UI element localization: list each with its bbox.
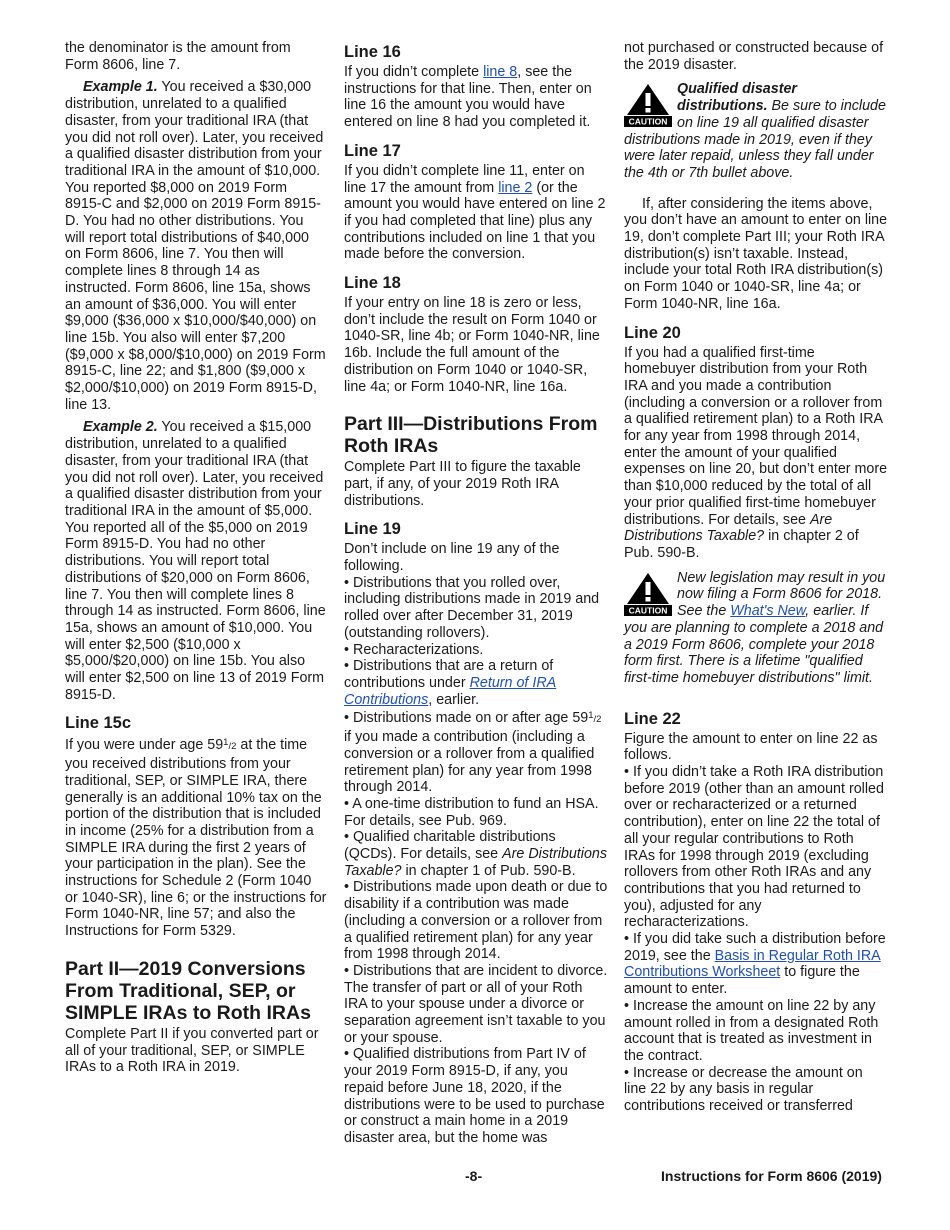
bullet-icon: • [344,829,350,846]
paragraph-line-20: If you had a qualified first-time homebuyer distribution from your Roth IRA and you made a contribution (including a conversion or a rollover from a qualified retirement plan) to a Roth IRA for any year from 1998 through 2014, enter the amount of your qualified expenses on line 20, but don’t enter more than $10,000 reduced by the total of all your prior qualified first-time homebuyer distributions. For details, see Are Distributions Taxable? in chapter 2 of Pub. 590-B. [624,344,888,561]
example-2-text: You received a $15,000 distribution, unrelated to a qualified disaster, from your traditional IRA (that you did not roll over). Later, you received a qualified disaster distribution from your traditional IRA in the amount of $5,000. You reported all of the $5,000 on 2019 Form 8915-D. You had no other distributions. You will report total distributions of $20,000 on Form 8606, line 7. You then will complete lines 8 through 14 as instructed. Form 8606, line 15a, shows an amount of $10,000. You will enter $2,500 ($10,000 x $5,000/$20,000) on line 15b. You also will enter $2,500 on line 13 of 2019 Form 8915-D. [65,419,326,703]
example-1-text: You received a $30,000 distribution, unrelated to a qualified disaster, from your traditional IRA (that you did not roll over). Later, you received a qualified disaster distribution from your traditional IRA in the amount of $10,000. You reported $8,000 on 2019 Form 8915-C and $2,000 on 2019 Form 8915-D. You had no other distributions. You will report total distributions of $40,000 on Form 8606, line 7. You then will complete lines 8 through 14 as instructed. Form 8606, line 15a, shows an amount of $36,000. You will enter $9,000 ($36,000 x $10,000/$40,000) on line 15b. You also will enter $7,200 ($9,000 x $8,000/$10,000) on 2019 Form 8915-C, line 22; and $1,800 ($9,000 x $2,000/$10,000) on 2019 Form 8915-D, line 13. [65,79,326,413]
example-2 [65,419,327,703]
heading-line-18: Line 18 [344,274,401,293]
heading-line-16: Line 16 [344,43,401,61]
caution-icon [624,83,672,127]
bullet-icon: • [344,710,350,727]
page-number: -8- [465,1168,483,1184]
bullet-icon: • [344,879,350,896]
caution-title: Qualified disaster distributions. [677,81,797,115]
link-line-8[interactable]: line 8 [483,64,518,80]
list-item: • Distributions made on or after age $59^1/2$ if you made a contribution (including a conversion or a rollover from a qualified retirement plan) for any year from 1998 through 2014. [344,710,602,796]
link-whats-new[interactable]: What's New [730,603,806,620]
paragraph-line-15c: If you were under age $59^1/2$ at the time you received distributions from your traditional, SEP, or SIMPLE IRA, there generally is an additional 10% tax on the portion of the distribution that is included in income (25% for a distribution from a SIMPLE IRA during the first 2 years of your participation in the plan). See the instructions for Schedule 2 (Form 1040 or 1040-SR), line 6; or the instructions for Form 1040-NR, line 57; and also the Instructions for Form 5329. [65,737,327,940]
bullet-icon: • [624,931,630,948]
caution-note-new-legislation: CAUTION New legislation may result in you now filing a Form 8606 for 2018. See the What's New, earlier. If you are planning to complete a 2018 and a 2019 Form 8606, complete your 2018 form first. There is a lifetime "qualified first-time homebuyer distributions" limit. [624,569,886,686]
paragraph-part-3: Complete Part III to figure the taxable part, if any, of your 2019 Roth IRA distributions. [344,459,581,509]
list-item: • Distributions that are incident to divorce. The transfer of part or all of your Roth IRA to your spouse under a divorce or separation agreement isn’t taxable to you or your spouse. [344,962,608,1046]
caution-icon [624,572,672,616]
example-1 [65,79,327,413]
list-item: • Qualified charitable distributions (QCDs). For details, see Are Distributions Taxable? in chapter 1 of Pub. 590-B. [344,829,607,879]
heading-line-15c: Line 15c [65,714,132,733]
bullet-icon: • [344,641,350,658]
list-item: • Distributions that you rolled over, including distributions made in 2019 and rolled over after December 31, 2019 (outstanding rollovers). [344,574,600,641]
heading-line-17: Line 17 [344,141,401,160]
paragraph-line-19: Don’t include on line 19 any of the following. [344,541,560,575]
list-item: • Distributions made upon death or due to disability if a contribution was made (including a conversion or a rollover from a qualified retirement plan) for any year from 1998 through 2014. [344,879,608,963]
list-item: • Increase the amount on line 22 by any amount rolled in from a designated Roth account that is treated as investment in the contract. [624,997,879,1064]
footer-title: Instructions for Form 8606 (2019) [661,1168,882,1184]
list-item: • Increase or decrease the amount on line 22 by any basis in regular contributions received or transferred [624,1064,863,1115]
heading-line-20: Line 20 [624,323,681,342]
heading-part-2: Part II—2019 Conversions From Traditional, SEP, or SIMPLE IRAs to Roth IRAs [65,957,311,1024]
caution-label: CAUTION [628,605,668,616]
link-basis-worksheet[interactable]: Basis in Regular Roth IRA Contributions Worksheet [624,947,881,981]
heading-part-3: Part III—Distributions From Roth IRAs [344,413,598,458]
caution-note-qualified-disaster: CAUTION Qualified disaster distributions. Be sure to include on line 19 all qualified disaster distributions made in 2019, even if they were later repaid, unless they fall under the 4th or 7th bullet above. [624,81,886,181]
column-1 [65,40,327,1076]
bullet-icon: • [624,1064,630,1081]
link-return-of-ira-contributions[interactable]: Return of IRA Contributions [344,674,557,708]
paragraph-if-after: If, after considering the items above, you don’t have an amount to enter on line 19, don’t complete Part III; your Roth IRA distribution(s) isn’t taxable. Instead, include your total Roth IRA distribution(s) on Form 1040 or 1040-SR, line 4a; or Form 1040-NR, line 16a. [624,195,888,312]
list-item: • Distributions that are a return of contributions under Return of IRA Contributions, earlier. [344,658,557,708]
bullet-icon: • [344,574,350,591]
heading-line-22: Line 22 [624,709,681,728]
paragraph-line-18: If your entry on line 18 is zero or less, don’t include the result on Form 1040 or 1040-SR, line 4b; or Form 1040-NR, line 16b. Include the full amount of the distribution on Form 1040 or 1040-SR, line 4a; or Form 1040-NR, line 16a. [344,295,600,395]
column-2 [344,40,608,1147]
example-2-label: Example 2. [83,419,158,436]
paragraph-line-17: If you didn’t complete line 11, enter on line 17 the amount from line 2 (or the amount you would have entered on line 2 if you had completed that line) plus any contributions included on line 1 that you made before the conversion. [344,162,606,263]
paragraph-part-2: Complete Part II if you converted part or all of your traditional, SEP, or SIMPLE IRAs to a Roth IRA in 2019. [65,1025,319,1076]
bullet-icon: • [624,764,630,781]
paragraph-line-16: If you didn’t complete line 8, see the instructions for that line. Then, enter on line 16 the amount you would have entered on line 8 had you completed it. [344,64,592,131]
list-item: • A one-time distribution to fund an HSA. For details, see Pub. 969. [344,795,599,829]
bullet-icon: • [344,795,350,812]
list-item: • Recharacterizations. [344,641,484,658]
column-3 [624,40,888,1115]
paragraph-line-22: Figure the amount to enter on line 22 as follows. [624,730,878,764]
bullet-icon: • [344,962,350,979]
heading-line-19: Line 19 [344,520,401,539]
paragraph-denominator: the denominator is the amount from Form 8606, line 7. [65,40,291,73]
bullet-icon: • [344,658,350,675]
bullet-icon: • [344,1046,350,1063]
paragraph-continued: not purchased or constructed because of the 2019 disaster. [624,40,884,73]
list-item: • If you did take such a distribution before 2019, see the Basis in Regular Roth IRA Contributions Worksheet to figure the amount to enter. [624,931,886,998]
list-item: • If you didn’t take a Roth IRA distribution before 2019 (other than an amount rolled over or recharacterized or a returned contribution), enter on line 22 the total of all your regular contributions to Roth IRAs for 1998 through 2019 (excluding rollovers from other Roth IRAs and any contributions that you had returned to you), adjusted for any recharacterizations. [624,764,884,931]
bullet-icon: • [624,997,630,1014]
example-1-label: Example 1. [83,79,158,96]
list-item: • Qualified distributions from Part IV of your 2019 Form 8915-D, if any, you repaid before June 18, 2020, if the distributions were to be used to purchase or construct a main home in a 2019 disaster area, but the home was [344,1046,605,1146]
caution-label: CAUTION [628,116,668,127]
link-line-2[interactable]: line 2 [498,179,533,196]
